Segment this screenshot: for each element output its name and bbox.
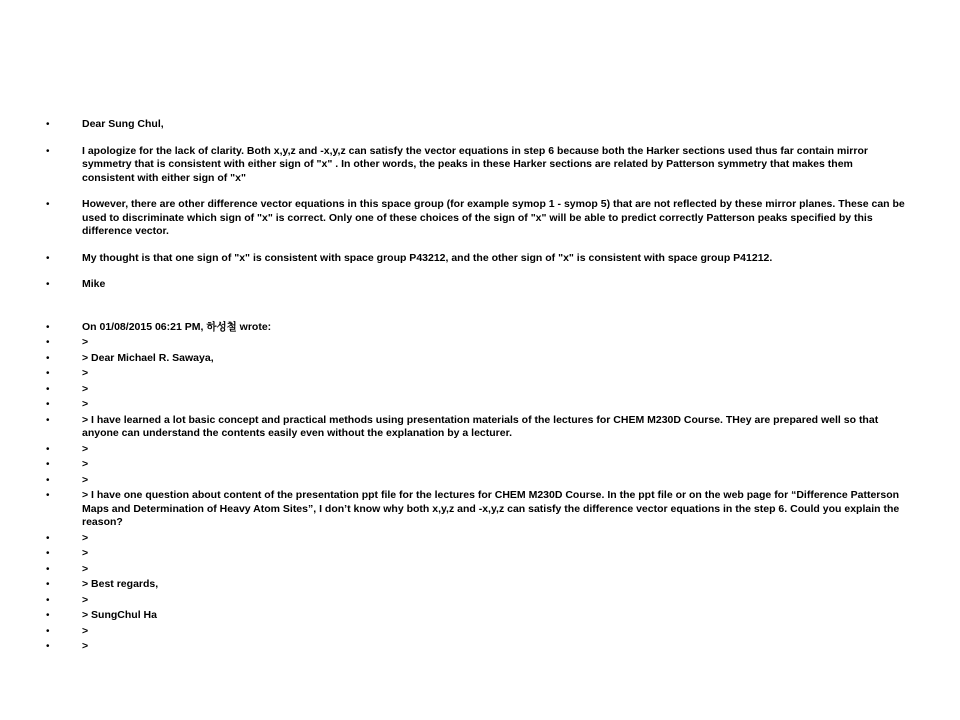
bullet-icon: • <box>46 252 50 264</box>
quoted-line: > <box>82 531 89 544</box>
quoted-line: > <box>82 473 89 486</box>
bullet-icon: • <box>46 443 50 455</box>
bullet-icon: • <box>46 279 50 290</box>
quoted-line: > <box>82 624 89 637</box>
bullet-icon: • <box>46 548 50 559</box>
quoted-line: > <box>82 458 89 470</box>
bullet-icon: • <box>46 119 50 130</box>
bullet-icon: • <box>46 641 50 652</box>
bullet-icon: • <box>46 383 50 395</box>
quoted-line: > Best regards, <box>82 578 159 590</box>
quoted-line: > SungChul Ha <box>82 609 157 621</box>
list-item <box>46 352 906 366</box>
bullet-icon: • <box>46 145 50 157</box>
list-item <box>46 278 906 292</box>
list-item <box>46 563 906 577</box>
list-item <box>46 578 906 592</box>
quoted-paragraph: > I have one question about content of the presentation ppt file for the lectures for CHEM M230D Course. In the ppt file or on the web page for “Difference Patterson Maps and Determination of Heavy Atom Sites”, I don’t know why both x,y,z and -x,y,z can satisfy the difference vector equations in the step 6. Could you explain the reason? <box>82 489 900 528</box>
bullet-icon: • <box>46 321 50 333</box>
list-item <box>46 640 906 654</box>
bullet-icon: • <box>46 532 50 544</box>
bullet-icon: • <box>46 459 50 470</box>
list-item <box>46 367 906 381</box>
quoted-line: > <box>82 562 89 575</box>
list-item <box>46 547 906 561</box>
bullet-icon: • <box>46 594 50 606</box>
quoted-line: > <box>82 336 89 348</box>
bullet-icon: • <box>46 490 50 501</box>
list-item <box>46 198 906 239</box>
bullet-icon: • <box>46 563 50 575</box>
list-item <box>46 383 906 397</box>
bullet-icon: • <box>46 414 50 426</box>
list-item <box>46 625 906 639</box>
bullet-icon: • <box>46 474 50 486</box>
list-item <box>46 336 906 350</box>
bullet-icon: • <box>46 352 50 364</box>
list-item <box>46 252 906 266</box>
paragraph: However, there are other difference vector equations in this space group (for example symop 1 - symop 5) that are not reflected by these mirror planes. These can be used to discriminate which sign of "x" is correct. Only one of these choices of the sign of "x" will be able to predict correctly Patterson peaks specified by this difference vector. <box>82 198 905 237</box>
bullet-list <box>46 118 906 656</box>
paragraph: My thought is that one sign of "x" is consistent with space group P43212, and the other sign of "x" is consistent with space group P41212. <box>82 251 773 264</box>
list-item <box>46 398 906 412</box>
list-item <box>46 474 906 488</box>
quoted-line: > <box>82 442 89 455</box>
bullet-icon: • <box>46 399 50 410</box>
list-item <box>46 414 906 441</box>
list-item <box>46 145 906 186</box>
list-item <box>46 594 906 608</box>
greeting: Dear Sung Chul, <box>82 118 164 130</box>
quoted-line: > <box>82 398 89 410</box>
bullet-icon: • <box>46 610 50 621</box>
bullet-icon: • <box>46 337 50 348</box>
bullet-icon: • <box>46 368 50 379</box>
quoted-line: > <box>82 593 89 606</box>
list-item <box>46 489 906 530</box>
list-item <box>46 118 906 132</box>
list-item <box>46 458 906 472</box>
quoted-line: > <box>82 640 89 652</box>
list-item <box>46 609 906 623</box>
bullet-icon: • <box>46 625 50 637</box>
paragraph: I apologize for the lack of clarity. Both x,y,z and -x,y,z can satisfy the vector equations in step 6 because both the Harker sections used thus far contain mirror symmetry that is consistent with either sign of "x" . In other words, the peaks in these Harker sections are related by Patterson symmetry that makes them consistent with either sign of "x" <box>82 144 868 184</box>
quoted-line: > Dear Michael R. Sawaya, <box>82 351 214 364</box>
list-item <box>46 532 906 546</box>
quoted-paragraph: > I have learned a lot basic concept and practical methods using presentation materials of the lectures for CHEM M230D Course. THey are prepared well so that anyone can understand the contents easily even without the explanation by a lecturer. <box>82 413 879 439</box>
quoted-line: > <box>82 367 89 379</box>
list-item <box>46 443 906 457</box>
quoted-line: > <box>82 547 89 559</box>
quote-header: On 01/08/2015 06:21 PM, 하성철 wrote: <box>82 320 272 333</box>
bullet-icon: • <box>46 199 50 210</box>
signature: Mike <box>82 278 106 290</box>
quoted-line: > <box>82 382 89 395</box>
bullet-icon: • <box>46 579 50 590</box>
list-item <box>46 321 906 335</box>
